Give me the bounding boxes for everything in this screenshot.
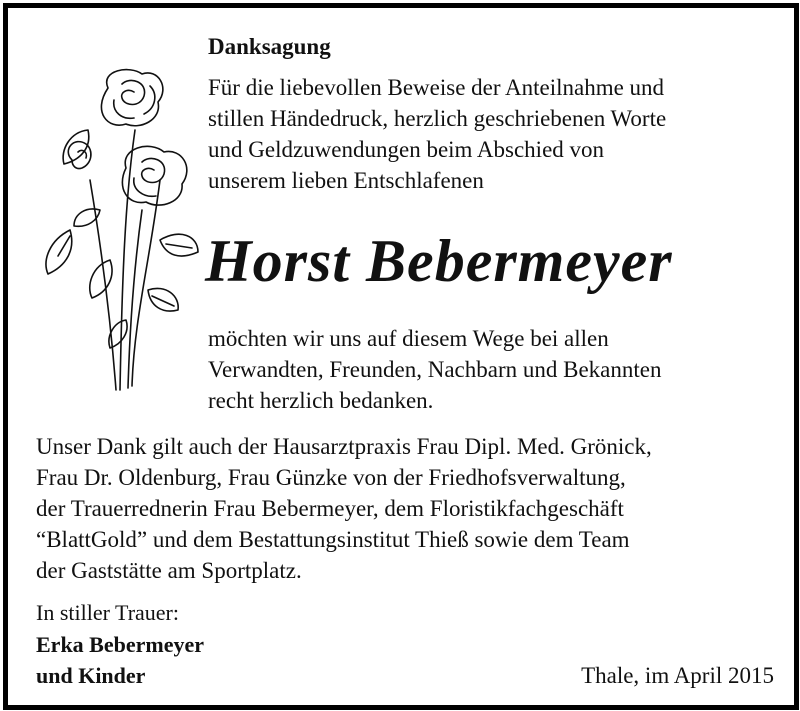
notice-heading: Danksagung: [208, 34, 331, 59]
acknowledgement-text: Unser Dank gilt auch der Hausarztpraxis Frau Dipl. Med. Grönick, Frau Dr. Oldenburg, Frau Günzke von der Friedhofsverwaltung, der Trauerrednerin Frau Bebermeyer, dem Floristikfachgeschäft “BlattGold” und dem Bestattungsinstitut Thieß sowie dem Team der Gaststätte am Sportplatz.: [36, 434, 652, 583]
obituary-card: [3, 3, 799, 710]
intro-text: Für die liebevollen Beweise der Anteilnahme und stillen Händedruck, herzlich geschriebenen Worte und Geldzuwendungen beim Abschied von unserem lieben Entschlafenen: [208, 75, 667, 193]
mourning-line: In stiller Trauer:: [36, 600, 179, 625]
thanks-text: möchten wir uns auf diesem Wege bei allen Verwandten, Freunden, Nachbarn und Bekannten recht herzlich bedanken.: [208, 326, 662, 413]
deceased-name: Horst Bebermeyer: [205, 228, 673, 294]
roses-illustration-icon: [30, 60, 200, 400]
place-date: Thale, im April 2015: [581, 663, 774, 688]
signature: Erka Bebermeyer und Kinder: [36, 632, 204, 688]
